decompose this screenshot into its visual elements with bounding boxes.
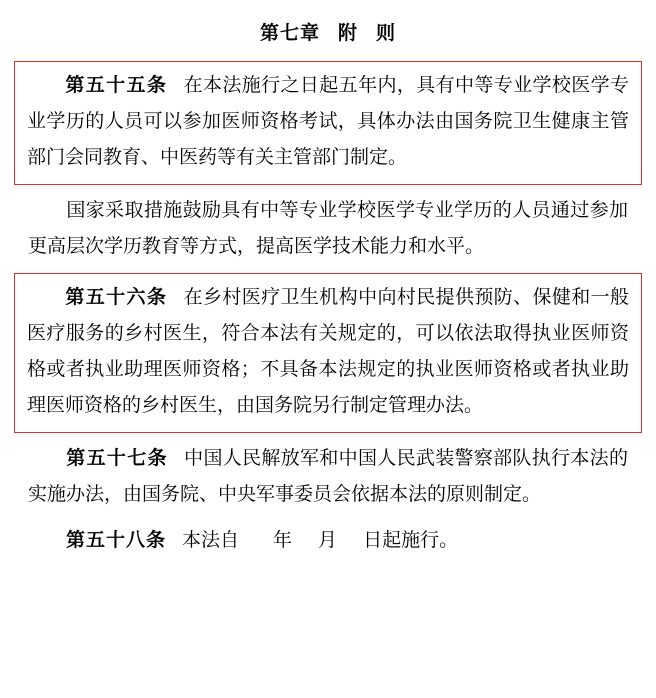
article-56-label: 第五十六条 — [65, 287, 168, 308]
article-55-label: 第五十五条 — [65, 75, 168, 96]
article-58-paragraph — [20, 521, 636, 561]
article-58-text-part-3: 月 — [318, 530, 338, 551]
article-57-paragraph — [20, 439, 636, 515]
highlighted-article-56 — [14, 273, 642, 433]
chapter-heading — [14, 18, 642, 45]
highlighted-article-55 — [14, 61, 642, 185]
article-58-text-part-4: 日起施行。 — [363, 530, 459, 551]
article-56-text: 在乡村医疗卫生机构中向村民提供预防、保健和一般医疗服务的乡村医生，符合本法有关规定的，可以依法取得执业医师资格或者执业助理医师资格；不具备本法规定的执业医师资格或者执业助理医师资格的乡村医生，由国务院另行制定管理办法。 — [27, 287, 629, 416]
article-57-block — [14, 439, 642, 515]
article-55-second-paragraph-block — [14, 191, 642, 267]
article-57-text: 中国人民解放军和中国人民武装警察部队执行本法的实施办法，由国务院、中央军事委员会依据本法的原则制定。 — [28, 448, 628, 505]
article-58-label: 第五十八条 — [66, 530, 167, 551]
document-page — [0, 18, 656, 698]
chapter-title-char-2: 则 — [376, 23, 397, 44]
article-58-text-part-2: 年 — [273, 530, 293, 551]
article-57-label: 第五十七条 — [66, 448, 168, 469]
chapter-title-char-1: 附 — [337, 23, 358, 44]
article-55-paragraph — [19, 66, 637, 178]
article-56-paragraph — [19, 278, 637, 426]
article-55-text: 在本法施行之日起五年内，具有中等专业学校医学专业学历的人员可以参加医师资格考试，具体办法由国务院卫生健康主管部门会同教育、中医药等有关主管部门制定。 — [27, 75, 629, 168]
article-58-block — [14, 521, 642, 561]
article-58-text-part-1: 本法自 — [182, 530, 240, 551]
chapter-number: 第七章 — [259, 23, 320, 44]
article-55-paragraph-2-text: 国家采取措施鼓励具有中等专业学校医学专业学历的人员通过参加更高层次学历教育等方式，提高医学技术能力和水平。 — [28, 200, 628, 257]
article-55-paragraph-2 — [20, 191, 636, 267]
